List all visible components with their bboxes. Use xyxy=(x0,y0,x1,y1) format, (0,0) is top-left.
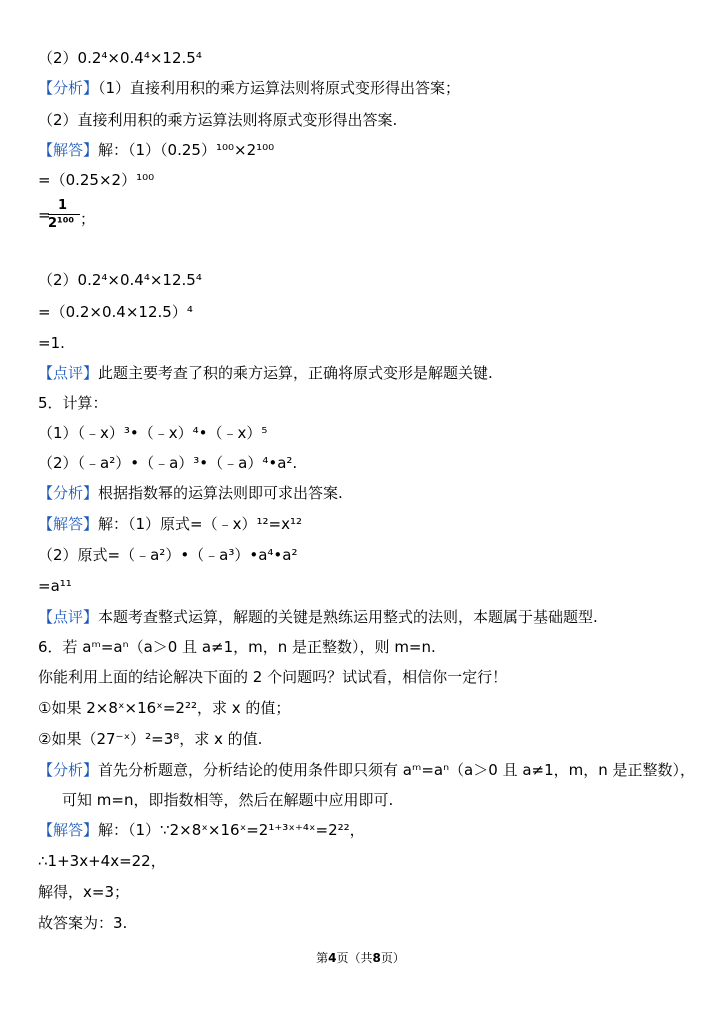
fraction-equals: = xyxy=(38,206,51,224)
analysis-tag: 【分析】 xyxy=(38,484,99,502)
problem-6-question-2: ②如果（27⁻ˣ）²=3⁸，求 x 的值. xyxy=(38,730,263,748)
solution-text: 解：（1）原式=（﹣x）¹²=x¹² xyxy=(98,515,303,533)
problem-6-question-1: ①如果 2×8ˣ×16ˣ=2²²，求 x 的值； xyxy=(38,699,291,717)
review-tag: 【点评】 xyxy=(38,364,99,382)
page-footer xyxy=(0,949,721,966)
footer-page-number: 4 xyxy=(328,951,337,965)
analysis-line xyxy=(38,78,460,98)
review-text: 本题考查整式运算，解题的关键是熟练运用整式的法则，本题属于基础题型. xyxy=(98,608,598,626)
fraction-bar xyxy=(48,214,80,215)
footer-mid: 页（共 xyxy=(336,951,373,965)
analysis-line-2: （2）直接利用积的乘方运算法则将原式变形得出答案. xyxy=(38,111,398,129)
solution-tag: 【解答】 xyxy=(38,515,99,533)
fraction-denominator: 2¹⁰⁰ xyxy=(48,216,75,231)
solution-step: =（0.2×0.4×12.5）⁴ xyxy=(38,303,193,321)
footer-suffix: 页） xyxy=(380,951,405,965)
solution-step: ∴1+3x+4x=22， xyxy=(38,852,166,870)
solution-line xyxy=(38,140,274,160)
analysis-text: （1）直接利用积的乘方运算法则将原式变形得出答案； xyxy=(98,79,461,97)
solution-step: （2）原式=（﹣a²）•（﹣a³）•a⁴•a² xyxy=(38,546,298,564)
solution-line xyxy=(38,820,365,840)
problem-4-part-2: （2）0.2⁴×0.4⁴×12.5⁴ xyxy=(38,49,202,67)
analysis-line xyxy=(38,483,343,503)
solution-tag: 【解答】 xyxy=(38,821,99,839)
solution-step: =a¹¹ xyxy=(38,577,72,595)
problem-5-part-1: （1）（﹣x）³•（﹣x）⁴•（﹣x）⁵ xyxy=(38,424,268,442)
analysis-text: 首先分析题意，分析结论的使用条件即只须有 aᵐ=aⁿ（a＞0 且 a≠1，m，n 是正整数）， xyxy=(98,761,696,779)
analysis-line xyxy=(38,760,695,780)
analysis-tag: 【分析】 xyxy=(38,79,99,97)
review-line xyxy=(38,363,493,383)
solution-step: 解得，x=3； xyxy=(38,883,129,901)
analysis-tag: 【分析】 xyxy=(38,761,99,779)
review-text: 此题主要考查了积的乘方运算，正确将原式变形是解题关键. xyxy=(98,364,493,382)
analysis-line-2: 可知 m=n，即指数相等，然后在解题中应用即可. xyxy=(62,791,394,809)
solution-answer: 故答案为：3. xyxy=(38,914,128,932)
problem-6-statement: 6．若 aᵐ=aⁿ（a＞0 且 a≠1，m，n 是正整数），则 m=n. xyxy=(38,638,436,656)
review-tag: 【点评】 xyxy=(38,608,99,626)
solution-text: 解：（1）（0.25）¹⁰⁰×2¹⁰⁰ xyxy=(98,141,275,159)
solution-step: =（0.25×2）¹⁰⁰ xyxy=(38,171,155,189)
problem-5-part-2: （2）（﹣a²）•（﹣a）³•（﹣a）⁴•a². xyxy=(38,454,298,472)
solution-step: =1. xyxy=(38,334,65,352)
analysis-text: 根据指数幂的运算法则即可求出答案. xyxy=(98,484,343,502)
footer-prefix: 第 xyxy=(316,951,329,965)
review-line xyxy=(38,607,598,627)
solution-tag: 【解答】 xyxy=(38,141,99,159)
solution-line xyxy=(38,514,302,534)
fraction-semicolon: ； xyxy=(80,210,96,228)
solution-text: 解：（1）∵2×8ˣ×16ˣ=2¹⁺³ˣ⁺⁴ˣ=2²²， xyxy=(98,821,365,839)
footer-total-pages: 8 xyxy=(372,951,381,965)
solution-part-2: （2）0.2⁴×0.4⁴×12.5⁴ xyxy=(38,271,202,289)
problem-6-prompt: 你能利用上面的结论解决下面的 2 个问题吗？试试看，相信你一定行！ xyxy=(38,668,508,686)
fraction-numerator: 1 xyxy=(58,198,68,213)
problem-5-title: 5．计算： xyxy=(38,394,108,412)
